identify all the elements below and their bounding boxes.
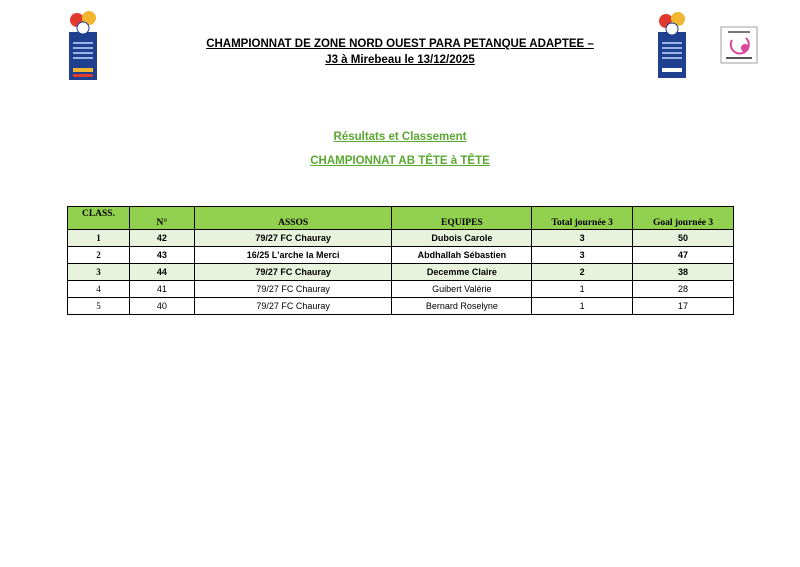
col-header-num: N°: [129, 207, 194, 230]
table-row: [68, 281, 734, 298]
cell-assos: 79/27 FC Chauray: [194, 298, 392, 315]
cell-total: 2: [532, 264, 633, 281]
cell-class: 5: [68, 298, 130, 315]
cell-class: 2: [68, 247, 130, 264]
col-header-class: CLASS.: [68, 207, 130, 230]
cell-total: 3: [532, 230, 633, 247]
cell-equipe: Bernard Roselyne: [392, 298, 532, 315]
col-header-goal: Goal journée 3: [633, 207, 734, 230]
cell-num: 40: [129, 298, 194, 315]
cell-class: 1: [68, 230, 130, 247]
cell-total: 1: [532, 298, 633, 315]
cell-goal: 38: [633, 264, 734, 281]
cell-equipe: Abdhallah Sébastien: [392, 247, 532, 264]
table-header-row: [68, 207, 734, 230]
cell-num: 44: [129, 264, 194, 281]
table-row: [68, 264, 734, 281]
cell-total: 1: [532, 281, 633, 298]
cell-assos: 79/27 FC Chauray: [194, 281, 392, 298]
table-row: [68, 298, 734, 315]
cell-total: 3: [532, 247, 633, 264]
cell-num: 41: [129, 281, 194, 298]
ranking-table: [67, 206, 734, 315]
table-row: [68, 247, 734, 264]
cell-equipe: Guibert Valérie: [392, 281, 532, 298]
cell-assos: 16/25 L'arche la Merci: [194, 247, 392, 264]
table-row: [68, 230, 734, 247]
cell-goal: 47: [633, 247, 734, 264]
cell-goal: 28: [633, 281, 734, 298]
cell-class: 3: [68, 264, 130, 281]
cell-equipe: Decemme Claire: [392, 264, 532, 281]
cell-equipe: Dubois Carole: [392, 230, 532, 247]
results-subtitle: Résultats et Classement: [333, 131, 467, 143]
col-header-assos: ASSOS: [194, 207, 392, 230]
championship-subtitle: CHAMPIONNAT AB TÊTE à TÊTE: [310, 155, 490, 167]
cell-num: 42: [129, 230, 194, 247]
col-header-total: Total journée 3: [532, 207, 633, 230]
title-line-2: J3 à Mirebeau le 13/12/2025: [325, 54, 475, 66]
cell-class: 4: [68, 281, 130, 298]
document-title: [150, 36, 650, 68]
ffsa-nouvelle-aquitaine-logo: [67, 8, 99, 80]
cell-goal: 17: [633, 298, 734, 315]
petanque-mirebalaise-logo: [720, 26, 758, 64]
title-line-1: CHAMPIONNAT DE ZONE NORD OUEST PARA PETANQUE ADAPTEE –: [206, 38, 594, 50]
ffsa-vienne-logo: [656, 10, 688, 78]
cell-assos: 79/27 FC Chauray: [194, 230, 392, 247]
cell-assos: 79/27 FC Chauray: [194, 264, 392, 281]
col-header-equipes: EQUIPES: [392, 207, 532, 230]
cell-goal: 50: [633, 230, 734, 247]
cell-num: 43: [129, 247, 194, 264]
